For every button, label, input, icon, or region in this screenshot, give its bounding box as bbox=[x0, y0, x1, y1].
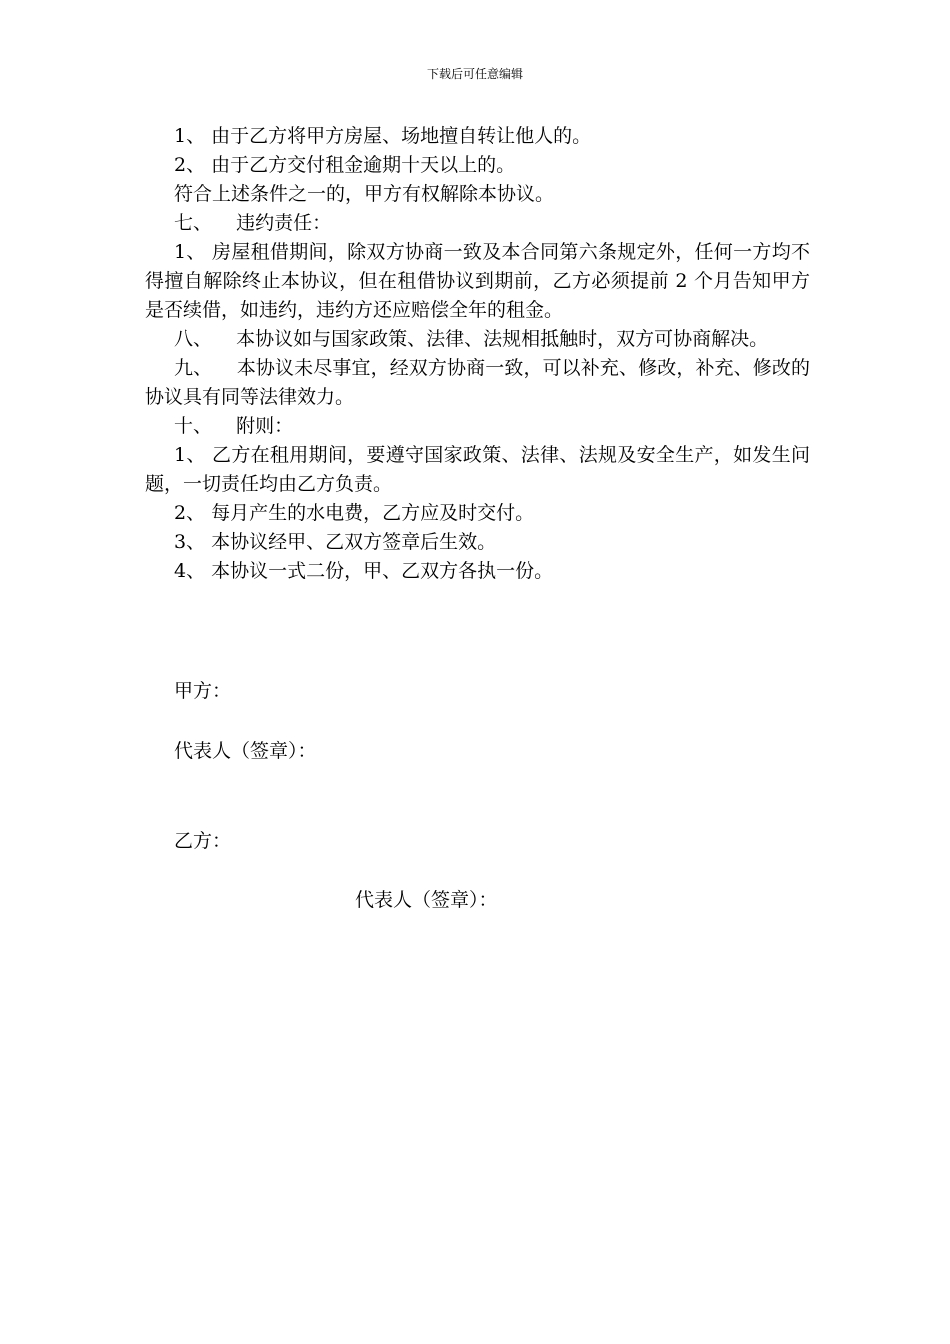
document-body bbox=[145, 122, 810, 586]
clause-paragraph: 1、 房屋租借期间，除双方协商一致及本合同第六条规定外，任何一方均不得擅自解除终止本协议，但在租借协议到期前，乙方必须提前 2 个月告知甲方是否续借，如违约，违约方还应赔偿全年的租金。 bbox=[145, 241, 810, 321]
clause-paragraph: 2、 每月产生的水电费，乙方应及时交付。 bbox=[174, 502, 535, 524]
clause-paragraph: 2、 由于乙方交付租金逾期十天以上的。 bbox=[174, 154, 516, 176]
clause-paragraph: 3、 本协议经甲、乙双方签章后生效。 bbox=[174, 531, 497, 553]
section-heading: 七、 违约责任： bbox=[174, 212, 332, 234]
clause-paragraph: 符合上述条件之一的，甲方有权解除本协议。 bbox=[174, 183, 555, 205]
party-b-representative-label: 代表人（签章）： bbox=[355, 889, 498, 911]
header-note: 下载后可任意编辑 bbox=[426, 67, 523, 81]
section-paragraph: 九、 本协议未尽事宜，经双方协商一致，可以补充、修改，补充、修改的协议具有同等法律效力。 bbox=[145, 357, 810, 408]
party-b-label: 乙方： bbox=[174, 830, 232, 852]
clause-paragraph: 1、 乙方在租用期间，要遵守国家政策、法律、法规及安全生产，如发生问题，一切责任均由乙方负责。 bbox=[145, 444, 810, 495]
party-a-label: 甲方： bbox=[174, 680, 232, 702]
section-paragraph: 八、 本协议如与国家政策、法律、法规相抵触时，双方可协商解决。 bbox=[174, 328, 769, 350]
clause-paragraph: 1、 由于乙方将甲方房屋、场地擅自转让他人的。 bbox=[174, 125, 592, 147]
clause-paragraph: 4、 本协议一式二份，甲、乙双方各执一份。 bbox=[174, 560, 554, 582]
section-heading: 十、 附则： bbox=[174, 415, 294, 437]
party-a-representative-label: 代表人（签章）： bbox=[174, 740, 317, 762]
